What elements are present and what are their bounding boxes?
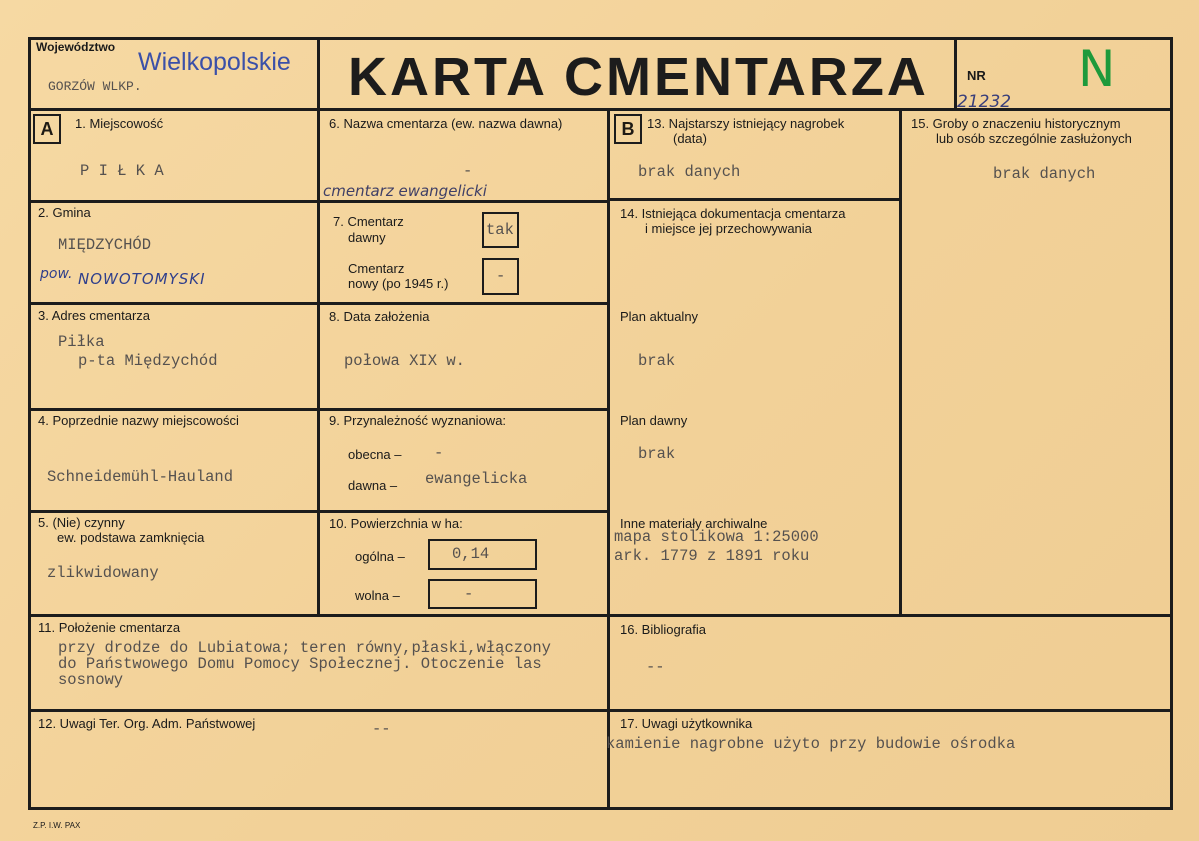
field-4-value: Schneidemühl-Hauland	[47, 468, 234, 486]
field-13-sublabel: (data)	[673, 131, 707, 146]
field-6-label: 6. Nazwa cmentarza (ew. nazwa dawna)	[329, 116, 563, 131]
field-11-line-3: sosnowy	[58, 671, 124, 689]
field-11-line-2: do Państwowego Domu Pomocy Społecznej. Otoczenie las	[58, 655, 542, 673]
field-15-sublabel: lub osób szczególnie zasłużonych	[936, 131, 1132, 146]
field-9-label: 9. Przynależność wyznaniowa:	[329, 413, 507, 428]
field-10-ogolna-box	[428, 539, 537, 570]
rule-row-12	[28, 709, 1173, 712]
field-14-sublabel: i miejsce jej przechowywania	[645, 221, 812, 236]
rule-col-3	[899, 108, 902, 616]
field-10-ogolna-label: ogólna –	[355, 549, 405, 564]
field-11-line-1: przy drodze do Lubiatowa; teren równy,płaski,włączony	[58, 639, 551, 657]
field-10-wolna-box	[428, 579, 537, 609]
plan-aktualny-label: Plan aktualny	[620, 309, 699, 324]
field-12-value: --	[372, 720, 391, 738]
section-b-marker: B	[614, 114, 642, 144]
field-15-value: brak danych	[993, 165, 1096, 183]
field-16-value: --	[646, 658, 665, 676]
rule-col-1	[317, 108, 320, 616]
rule-bottom	[28, 807, 1173, 810]
field-7-nowy-value: -	[496, 267, 506, 285]
field-7-nowy-box	[482, 258, 519, 295]
field-13-label: 13. Najstarszy istniejący nagrobek	[647, 116, 845, 131]
plan-dawny-value: brak	[638, 445, 676, 463]
field-5-value: zlikwidowany	[47, 564, 159, 582]
field-16-label: 16. Bibliografia	[620, 622, 706, 637]
rule-right	[1170, 37, 1173, 810]
nr-mark: N	[1078, 40, 1116, 98]
field-2-powiat-value: NOWOTOMYSKI	[78, 270, 206, 288]
page-title: KARTA CMENTARZA	[348, 47, 929, 107]
field-9-dawna-value: ewangelicka	[425, 470, 528, 488]
inne-materialy-label: Inne materiały archiwalne	[620, 516, 768, 531]
field-6-value: -	[463, 162, 473, 180]
field-9-obecna-label: obecna –	[348, 447, 402, 462]
rule-b-1	[610, 198, 902, 201]
field-3-line-1: Piłka	[58, 333, 105, 351]
field-7-dawny-value: tak	[486, 221, 514, 239]
field-5-label: 5. (Nie) czynny	[38, 515, 125, 530]
field-15-label: 15. Groby o znaczeniu historycznym	[911, 116, 1121, 131]
field-5-sublabel: ew. podstawa zamknięcia	[57, 530, 205, 545]
field-7-nowy-label: Cmentarz	[348, 261, 405, 276]
field-1-label: 1. Miejscowość	[75, 116, 164, 131]
field-17-value: kamienie nagrobne użyto przy budowie ośrodka	[606, 735, 1016, 753]
inne-materialy-line-1: mapa stolikowa 1:25000	[614, 528, 819, 546]
field-7-dawny-box	[482, 212, 519, 248]
field-2-pow-label: pow.	[40, 266, 73, 282]
field-10-wolna-value: -	[464, 585, 474, 603]
rule-col-2	[607, 108, 610, 810]
wojewodztwo-old: GORZÓW WLKP.	[48, 79, 142, 94]
rule-row-11	[28, 614, 1173, 617]
plan-dawny-label: Plan dawny	[620, 413, 688, 428]
field-9-dawna-label: dawna –	[348, 478, 398, 493]
field-11-label: 11. Położenie cmentarza	[38, 620, 181, 635]
nr-label: NR	[967, 68, 986, 83]
section-a-marker: A	[33, 114, 61, 144]
field-3-label: 3. Adres cmentarza	[38, 308, 150, 323]
field-9-obecna-value: -	[434, 444, 444, 462]
field-2-value: MIĘDZYCHÓD	[58, 236, 152, 254]
field-17-label: 17. Uwagi użytkownika	[620, 716, 753, 731]
field-10-label: 10. Powierzchnia w ha:	[329, 516, 463, 531]
printer-footer: Z.P. I.W. PAX	[33, 821, 81, 830]
rule-top	[28, 37, 1173, 40]
field-6-handwritten: cmentarz ewangelicki	[323, 182, 487, 200]
field-4-label: 4. Poprzednie nazwy miejscowości	[38, 413, 239, 428]
inne-materialy-line-2: ark. 1779 z 1891 roku	[614, 547, 810, 565]
wojewodztwo-label: Województwo	[36, 40, 116, 54]
field-12-label: 12. Uwagi Ter. Org. Adm. Państwowej	[38, 716, 256, 731]
field-14-label: 14. Istniejąca dokumentacja cmentarza	[620, 206, 846, 221]
field-10-ogolna-value: 0,14	[452, 545, 490, 563]
field-3-line-2: p-ta Międzychód	[78, 352, 218, 370]
field-10-wolna-label: wolna –	[355, 588, 400, 603]
field-7-label: 7. Cmentarz	[333, 214, 404, 229]
wojewodztwo-stamp: Wielkopolskie	[138, 48, 291, 76]
field-7-sublabel: dawny	[348, 230, 386, 245]
field-13-value: brak danych	[638, 163, 741, 181]
field-2-label: 2. Gmina	[38, 205, 91, 220]
nr-value: 21232	[957, 92, 1012, 112]
rule-left	[28, 37, 31, 810]
field-8-value: połowa XIX w.	[344, 352, 465, 370]
rule-header-v1	[317, 37, 320, 111]
field-8-label: 8. Data założenia	[329, 309, 430, 324]
field-7-nowy-sublabel: nowy (po 1945 r.)	[348, 276, 449, 291]
plan-aktualny-value: brak	[638, 352, 676, 370]
field-1-value: P I Ł K A	[80, 162, 164, 180]
